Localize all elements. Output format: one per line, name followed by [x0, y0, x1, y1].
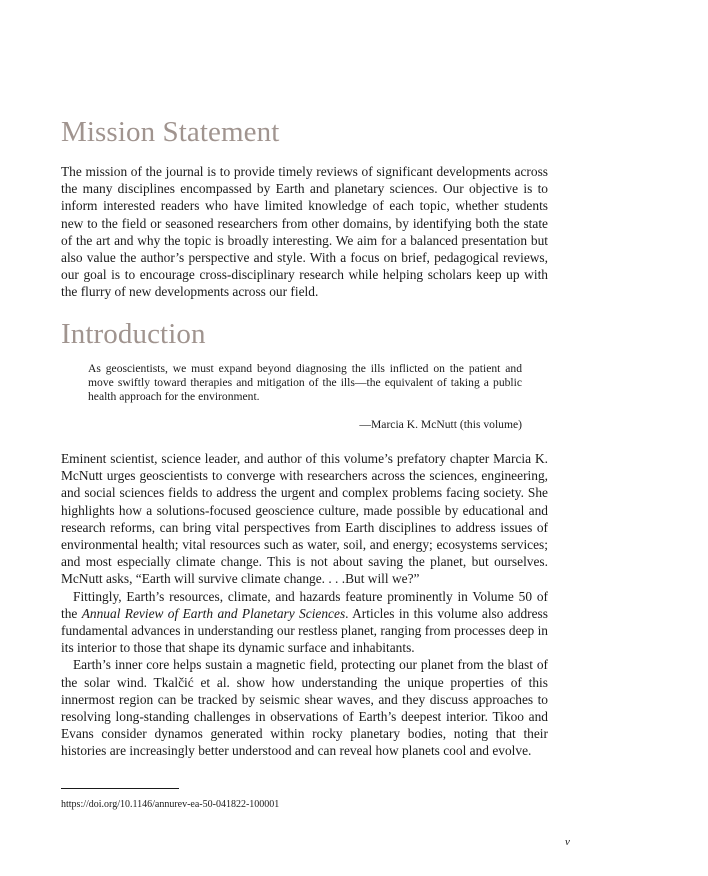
- intro-paragraph-3: Earth’s inner core helps sustain a magnetic field, protecting our planet from the blast of the solar wind. Tkalčić et al. show how understanding the unique properties of this innermost region can be tracked by seismic shear waves, and they discuss approaches to resolving long-standing challenges in observations of Earth’s deepest interior. Tikoo and Evans consider dynamos generated within rocky planetary bodies, noting that their histories are increasingly better understood and can reveal how planets cool and evolve.: [61, 657, 548, 759]
- intro-paragraph-2: [61, 588, 548, 657]
- introduction-body: [61, 450, 548, 760]
- epigraph-quote: As geoscientists, we must expand beyond diagnosing the ills inflicted on the patient and move swiftly toward therapies and mitigation of the ills—the equivalent of taking a public health approach for the environment.: [88, 362, 522, 404]
- mission-statement-heading: Mission Statement: [61, 116, 280, 148]
- intro-paragraph-2-end: . Articles in this volume also address fundamental advances in understanding our restless planet, ranging from processes deep in its interior to those that shape its dynamic surface and inhabitants.: [61, 605, 548, 656]
- epigraph-attribution: —Marcia K. McNutt (this volume): [359, 418, 522, 431]
- mission-statement-text: The mission of the journal is to provide timely reviews of significant developments across the many disciplines encompassed by Earth and planetary sciences. Our objective is to inform interested readers who have limited knowledge of each topic, whether students new to the field or seasoned researchers from other domains, by identifying both the state of the art and why the topic is broadly interesting. We aim for a balanced presentation but also value the author’s perspective and style. With a focus on brief, pedagogical reviews, our goal is to encourage cross-disciplinary research while helping scholars keep up with the flurry of new developments across our field.: [61, 164, 548, 300]
- footnote-rule: [61, 788, 179, 789]
- intro-paragraph-1: Eminent scientist, science leader, and author of this volume’s prefatory chapter Marcia K. McNutt urges geoscientists to converge with researchers across the sciences, engineering, and social sciences fields to address the urgent and complex problems facing society. She highlights how a solutions-focused geoscience culture, made possible by educational and research reforms, can bring vital perspectives from Earth disciplines to address issues of environmental health; vital resources such as water, soil, and energy; ecosystems services; and most especially climate change. This is not about saving the planet, but ourselves. McNutt asks, “Earth will survive climate change. . . .But will we?”: [61, 451, 548, 587]
- page-number: v: [565, 836, 570, 848]
- journal-title: Annual Review of Earth and Planetary Sciences: [81, 605, 346, 621]
- introduction-heading: Introduction: [61, 318, 206, 350]
- intro-paragraph-2-start: Fittingly, Earth’s resources, climate, and hazards feature prominently in Volume 50 of the: [61, 588, 548, 621]
- doi-link[interactable]: https://doi.org/10.1146/annurev-ea-50-041822-100001: [61, 799, 280, 810]
